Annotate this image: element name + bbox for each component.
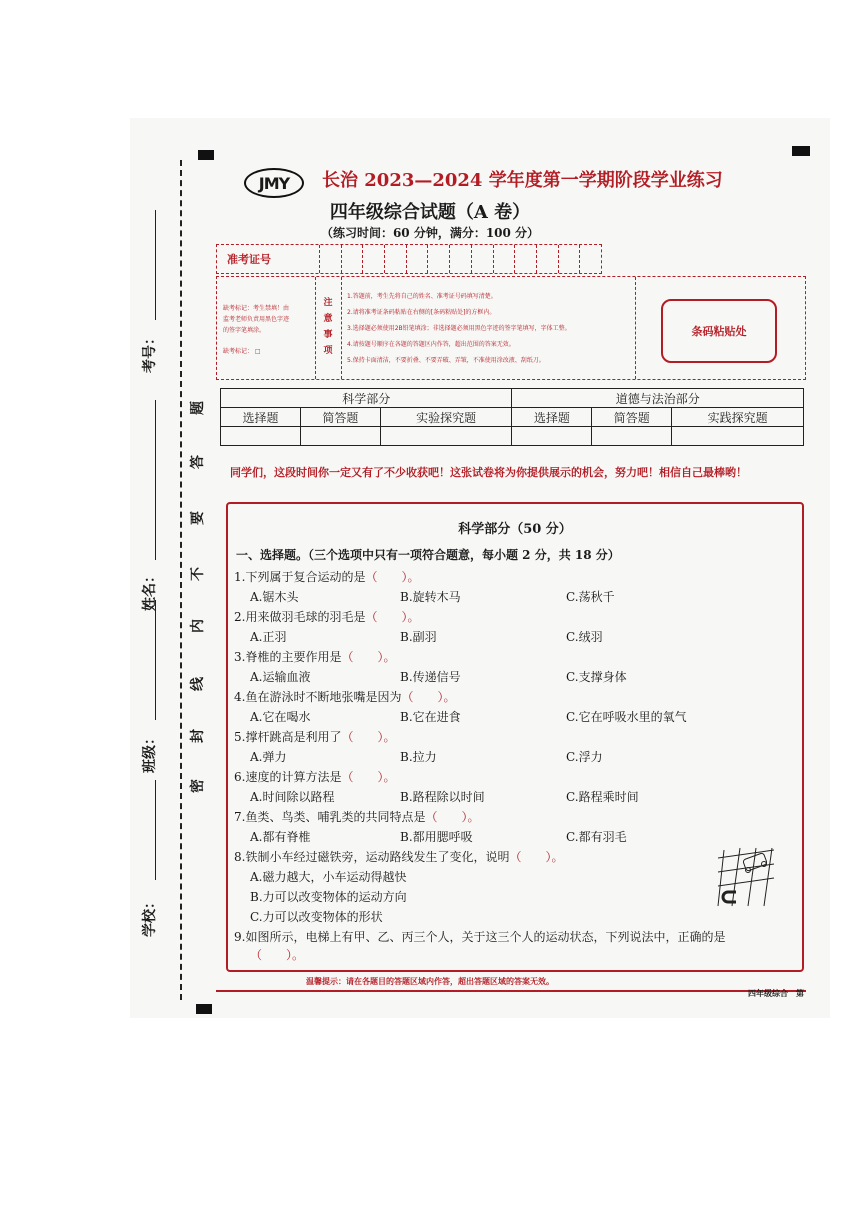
digit-cell[interactable] [406,245,428,273]
score-group-morality: 道德与法治部分 [512,389,804,408]
answer-blank[interactable]: （ ）。 [341,730,396,744]
name-line [155,400,156,560]
digit-cell[interactable] [384,245,406,273]
registration-mark [196,1004,212,1014]
school-line [155,780,156,880]
notice-item: 4.请按题号顺序在各题的答题区内作答，超出范围的答案无效。 [347,341,515,348]
question-7 [234,808,479,825]
question-9 [234,928,794,945]
question-stem: 1.下列属于复合运动的是 [234,570,366,584]
digit-cell[interactable] [471,245,493,273]
divider [635,277,636,379]
answer-blank[interactable]: （ ）。 [250,948,305,962]
score-cell[interactable] [672,427,804,446]
registration-mark [792,146,810,156]
absent-note-line: 缺考标记：考生禁填！由 [223,305,290,312]
admission-number-label: 准考证号 [227,253,271,266]
question-stem: 4.鱼在游泳时不断地张嘴是因为 [234,690,402,704]
digit-cell[interactable] [341,245,363,273]
option-a[interactable]: A.磁力越大，小车运动得越快 [250,870,407,884]
digit-cell[interactable] [449,245,471,273]
question-stem: 3.脊椎的主要作用是 [234,650,342,664]
exam-subtitle: 四年级综合试题（A 卷） [329,202,531,223]
question-stem: 2.用来做羽毛球的羽毛是 [234,610,366,624]
admission-number-box [216,244,602,274]
score-cell[interactable] [592,427,672,446]
absent-mark-note [223,303,323,357]
score-cell[interactable] [221,427,301,446]
digit-cell[interactable] [319,245,341,273]
seal-line [180,160,182,1000]
score-table [220,388,804,446]
digit-cell[interactable] [536,245,558,273]
question-stem: 5.撑杆跳高是利用了 [234,730,342,744]
seal-char: 要 [190,511,206,525]
answer-blank[interactable]: （ ）。 [365,610,420,624]
science-section [226,502,804,972]
question-2 [234,608,419,625]
score-cell[interactable] [300,427,380,446]
absent-note-line: 监考老师负责用黑色字迹 [223,316,290,323]
option-b[interactable]: B.力可以改变物体的运动方向 [250,890,407,904]
exam-number-label: 考号： [142,331,158,373]
exam-title: 长治 2023—2024 学年度第一学期阶段学业练习 [322,170,723,191]
answer-blank[interactable]: （ ）。 [509,850,564,864]
question-8 [234,848,563,865]
seal-char: 题 [190,401,206,415]
option-a[interactable]: A.都有脊椎 [250,830,311,844]
score-col-header: 实践探究题 [672,408,804,427]
answer-blank[interactable]: （ ）。 [425,810,480,824]
option-c[interactable]: C.浮力 [566,750,603,764]
digit-cell[interactable] [362,245,384,273]
score-col-header: 选择题 [221,408,301,427]
seal-char: 答 [190,455,206,469]
exam-time-info: （练习时间：60 分钟，满分：100 分） [320,226,540,240]
question-stem: 9.如图所示，电梯上有甲、乙、丙三个人，关于这三个人的运动状态，下列说法中，正确的是 [234,930,726,944]
option-b[interactable]: B.路程除以时间 [400,790,485,804]
notice-heading-char: 注 [323,298,333,308]
option-a[interactable]: A.正羽 [250,630,287,644]
absent-mark-checkbox[interactable]: 缺考标记： □ [223,348,261,355]
seal-char: 封 [190,729,206,743]
option-c[interactable]: C.它在呼吸水里的氧气 [566,710,687,724]
notice-item: 1.答题前，考生先将自己的姓名、准考证号码填写清楚。 [347,293,497,300]
seal-char: 密 [190,779,206,793]
jmy-logo: JMY [244,168,304,198]
notice-heading-char: 意 [323,314,333,324]
notice-item: 3.选择题必须使用2B铅笔填涂；非选择题必须用黑色字迹的签字笔填写，字体工整。 [347,325,571,332]
option-b[interactable]: B.拉力 [400,750,437,764]
question-5 [234,728,395,745]
answer-blank[interactable]: （ ）。 [401,690,456,704]
divider [315,277,316,379]
seal-char: 内 [190,619,206,633]
science-title: 科学部分（50 分） [458,522,572,537]
digit-cell[interactable] [427,245,449,273]
option-a[interactable]: A.弹力 [250,750,287,764]
option-c[interactable]: C.绒羽 [566,630,603,644]
answer-blank[interactable]: （ ）。 [341,650,396,664]
class-line [155,600,156,720]
notice-item: 2.请将准考证条码粘贴在右侧的[条码粘贴处]的方框内。 [347,309,496,316]
encouragement-text: 同学们，这段时间你一定又有了不少收获吧！这张试卷将为你提供展示的机会，努力吧！相信自己最棒哟！ [230,466,747,479]
option-a[interactable]: A.它在喝水 [250,710,311,724]
page-label: 四年级综合 第 [748,988,804,998]
digit-cell[interactable] [514,245,536,273]
question-6 [234,768,395,785]
question-stem: 8.铁制小车经过磁铁旁，运动路线发生了变化，说明 [234,850,510,864]
option-c[interactable]: C.力可以改变物体的形状 [250,910,383,924]
registration-mark [198,150,214,160]
option-a[interactable]: A.锯木头 [250,590,299,604]
score-col-header: 简答题 [592,408,672,427]
score-col-header: 简答题 [300,408,380,427]
magnet-car-figure [714,846,778,912]
option-c[interactable]: C.支撑身体 [566,670,627,684]
footer-tip: 温馨提示：请在各题目的答题区域内作答，超出答题区域的答案无效。 [306,976,554,986]
option-b[interactable]: B.它在进食 [400,710,461,724]
option-b[interactable]: B.传递信号 [400,670,461,684]
class-label: 班级： [142,731,158,773]
section-heading: 一、选择题。（三个选项中只有一项符合题意，每小题 2 分，共 18 分） [236,548,620,562]
option-a[interactable]: A.运输血液 [250,670,311,684]
notice-item: 5.保持卡面清洁，不要折叠、不要弄破、弄皱，不准使用涂改液、刮纸刀。 [347,357,545,364]
option-b[interactable]: B.都用腮呼吸 [400,830,473,844]
name-label: 姓名： [142,569,158,611]
question-4 [234,688,455,705]
answer-blank[interactable]: （ ）。 [365,570,420,584]
question-3 [234,648,395,665]
option-c[interactable]: C.荡秋千 [566,590,615,604]
question-stem: 7.鱼类、鸟类、哺乳类的共同特点是 [234,810,426,824]
digit-cell[interactable] [558,245,580,273]
option-b[interactable]: B.副羽 [400,630,437,644]
seal-char: 不 [190,567,206,581]
barcode-area: 条码粘贴处 [661,299,777,363]
school-label: 学校： [142,895,158,937]
question-stem: 6.速度的计算方法是 [234,770,342,784]
notice-box [216,276,806,380]
notice-heading-char: 事 [323,330,333,340]
score-cell[interactable] [512,427,592,446]
score-col-header: 选择题 [512,408,592,427]
notice-heading-char: 项 [323,346,333,356]
absent-note-line: 的签字笔填涂。 [223,327,266,334]
score-group-science: 科学部分 [221,389,512,408]
digit-cell[interactable] [579,245,601,273]
question-1 [234,568,419,585]
option-c[interactable]: C.都有羽毛 [566,830,627,844]
notice-heading [319,295,337,359]
option-c[interactable]: C.路程乘时间 [566,790,639,804]
option-a[interactable]: A.时间除以路程 [250,790,335,804]
divider [341,277,342,379]
seal-char: 线 [190,677,206,691]
score-cell[interactable] [380,427,512,446]
notice-items [347,289,571,369]
answer-blank[interactable]: （ ）。 [341,770,396,784]
option-b[interactable]: B.旋转木马 [400,590,461,604]
footer-divider [216,990,806,992]
score-col-header: 实验探究题 [380,408,512,427]
digit-cell[interactable] [493,245,515,273]
